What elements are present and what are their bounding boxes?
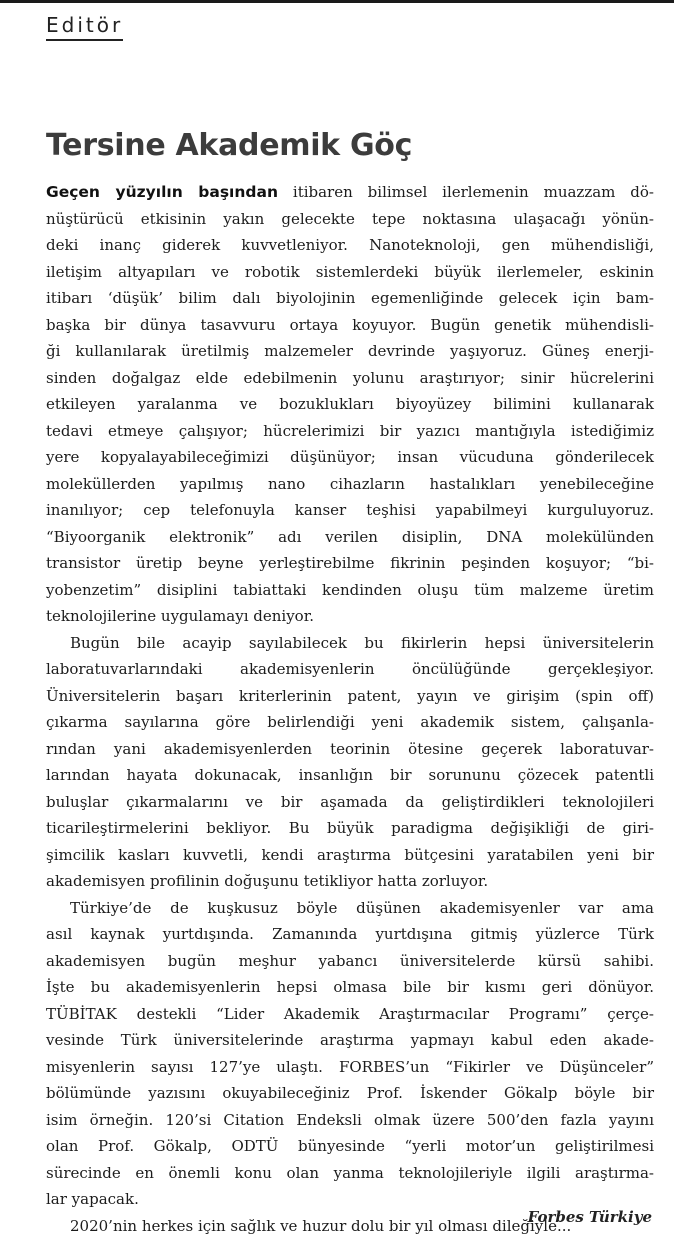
article-body [46,179,654,1239]
text-line: isim örneğin. 120’si Citation Endeksli olmak üzere 500’den fazla yayını [46,1110,654,1129]
text-line: akademisyen profilinin doğuşunu tetikliyor hatta zorluyor. [46,872,489,890]
line-text: itibaren bilimsel ilerlemenin muazzam dö- [292,183,654,201]
text-line: TÜBİTAK destekli “Lider Akademik Araştırmacılar Programı” çerçe- [46,1004,654,1023]
text-line: laboratuvarlarındaki akademisyenlerin öncülüğünde gerçekleşiyor. [46,660,654,678]
text-line: bölümünde yazısını okuyabileceğiniz Prof. İskender Gökalp böyle bir [46,1084,654,1102]
text-line: yobenzetim” disiplini tabiattaki kendinden oluşu tüm malzeme üretim [46,580,654,599]
text-line: tedavi etmeye çalışıyor; hücrelerimizi bir yazıcı mantığıyla istediğimiz [46,421,654,440]
text-line: rından yani akademisyenlerden teorinin ötesine geçerek laboratuvar- [46,739,654,758]
text-line: etkileyen yaralanma ve bozuklukları biyoyüzey bilimini kullanarak [46,395,654,413]
text-line: şimcilik kasları kuvvetli, kendi araştırma bütçesini yaratabilen yeni bir [46,845,654,864]
text-line: İşte bu akademisyenlerin hepsi olmasa bile bir kısmı geri dönüyor. [46,978,654,996]
text-line: 2020’nin herkes için sağlık ve huzur dolu bir yıl olması dileğiyle... [70,1216,572,1235]
article-title: Tersine Akademik Göç [46,128,413,163]
top-rule [0,0,674,3]
text-line: iletişim altyapıları ve robotik sistemlerdeki büyük ilerlemeler, eskinin [46,262,654,281]
text-line: Bugün bile acayip sayılabilecek bu fikirlerin hepsi üniversitelerin [70,633,654,652]
text-line: yere kopyalayabileceğimizi düşünüyor; insan vücuduna gönderilecek [46,448,654,466]
publication-name: Forbes Türkiye [527,1208,652,1226]
text-line: nüştürücü etkisinin yakın gelecekte tepe noktasına ulaşacağı yönün- [46,209,654,228]
text-line: ği kullanılarak üretilmiş malzemeler devrinde yaşıyoruz. Güneş enerji- [46,342,654,360]
text-line: asıl kaynak yurtdışında. Zamanında yurtdışına gitmiş yüzlerce Türk [46,925,654,943]
article-paragraph [46,630,654,895]
text-line: ticarileştirmelerini bekliyor. Bu büyük paradigma değişikliği de giri- [46,819,654,837]
text-line: deki inanç giderek kuvvetleniyor. Nanoteknoloji, gen mühendisliği, [46,236,654,254]
text-line: vesinde Türk üniversitelerinde araştırma yapmayı kabul eden akade- [46,1031,654,1049]
text-line: lar yapacak. [46,1190,139,1208]
text-line: transistor üretip beyne yerleştirebilme fikrinin peşinden koşuyor; “bi- [46,554,654,572]
text-line: itibarı ‘düşük’ bilim dalı biyolojinin egemenliğinde gelecek için bam- [46,289,654,307]
text-line: başka bir dünya tasavvuru ortaya koyuyor. Bugün genetik mühendisli- [46,315,654,334]
text-line: buluşlar çıkarmalarını ve bir aşamada da geliştirdikleri teknolojileri [46,792,654,811]
text-line: teknolojilerine uygulamayı deniyor. [46,607,314,625]
article-paragraph [46,179,654,630]
text-line: moleküllerden yapılmış nano cihazların hastalıkları yenebileceğine [46,474,654,493]
text-line: sürecinde en önemli konu olan yanma teknolojileriyle ilgili araştırma- [46,1163,654,1182]
text-line: akademisyen bugün meşhur yabancı üniversitelerde kürsü sahibi. [46,951,654,970]
text-line: Türkiye’de de kuşkusuz böyle düşünen akademisyenler var ama [70,898,654,917]
text-line: “Biyoorganik elektronik” adı verilen disiplin, DNA molekülünden [46,527,654,546]
text-line: inanılıyor; cep telefonuyla kanser teşhisi yapabilmeyi kurguluyoruz. [46,501,654,519]
text-line: larından hayata dokunacak, insanlığın bir sorununu çözecek patentli [46,766,654,784]
text-line: Üniversitelerin başarı kriterlerinin patent, yayın ve girişim (spin off) [46,686,654,705]
text-line: misyenlerin sayısı 127’ye ulaştı. FORBES’un “Fikirler ve Düşünceler” [46,1057,654,1076]
lead-in: Geçen yüzyılın başından [46,183,278,201]
article-paragraph [46,895,654,1213]
section-label: Editör [46,12,123,41]
text-line [46,179,654,206]
text-line: olan Prof. Gökalp, ODTÜ bünyesinde “yerli motor’un geliştirilmesi [46,1137,654,1155]
text-line: çıkarma sayılarına göre belirlendiği yeni akademik sistem, çalışanla- [46,713,654,731]
text-line: sinden doğalgaz elde edebilmenin yolunu araştırıyor; sinir hücrelerini [46,368,654,387]
